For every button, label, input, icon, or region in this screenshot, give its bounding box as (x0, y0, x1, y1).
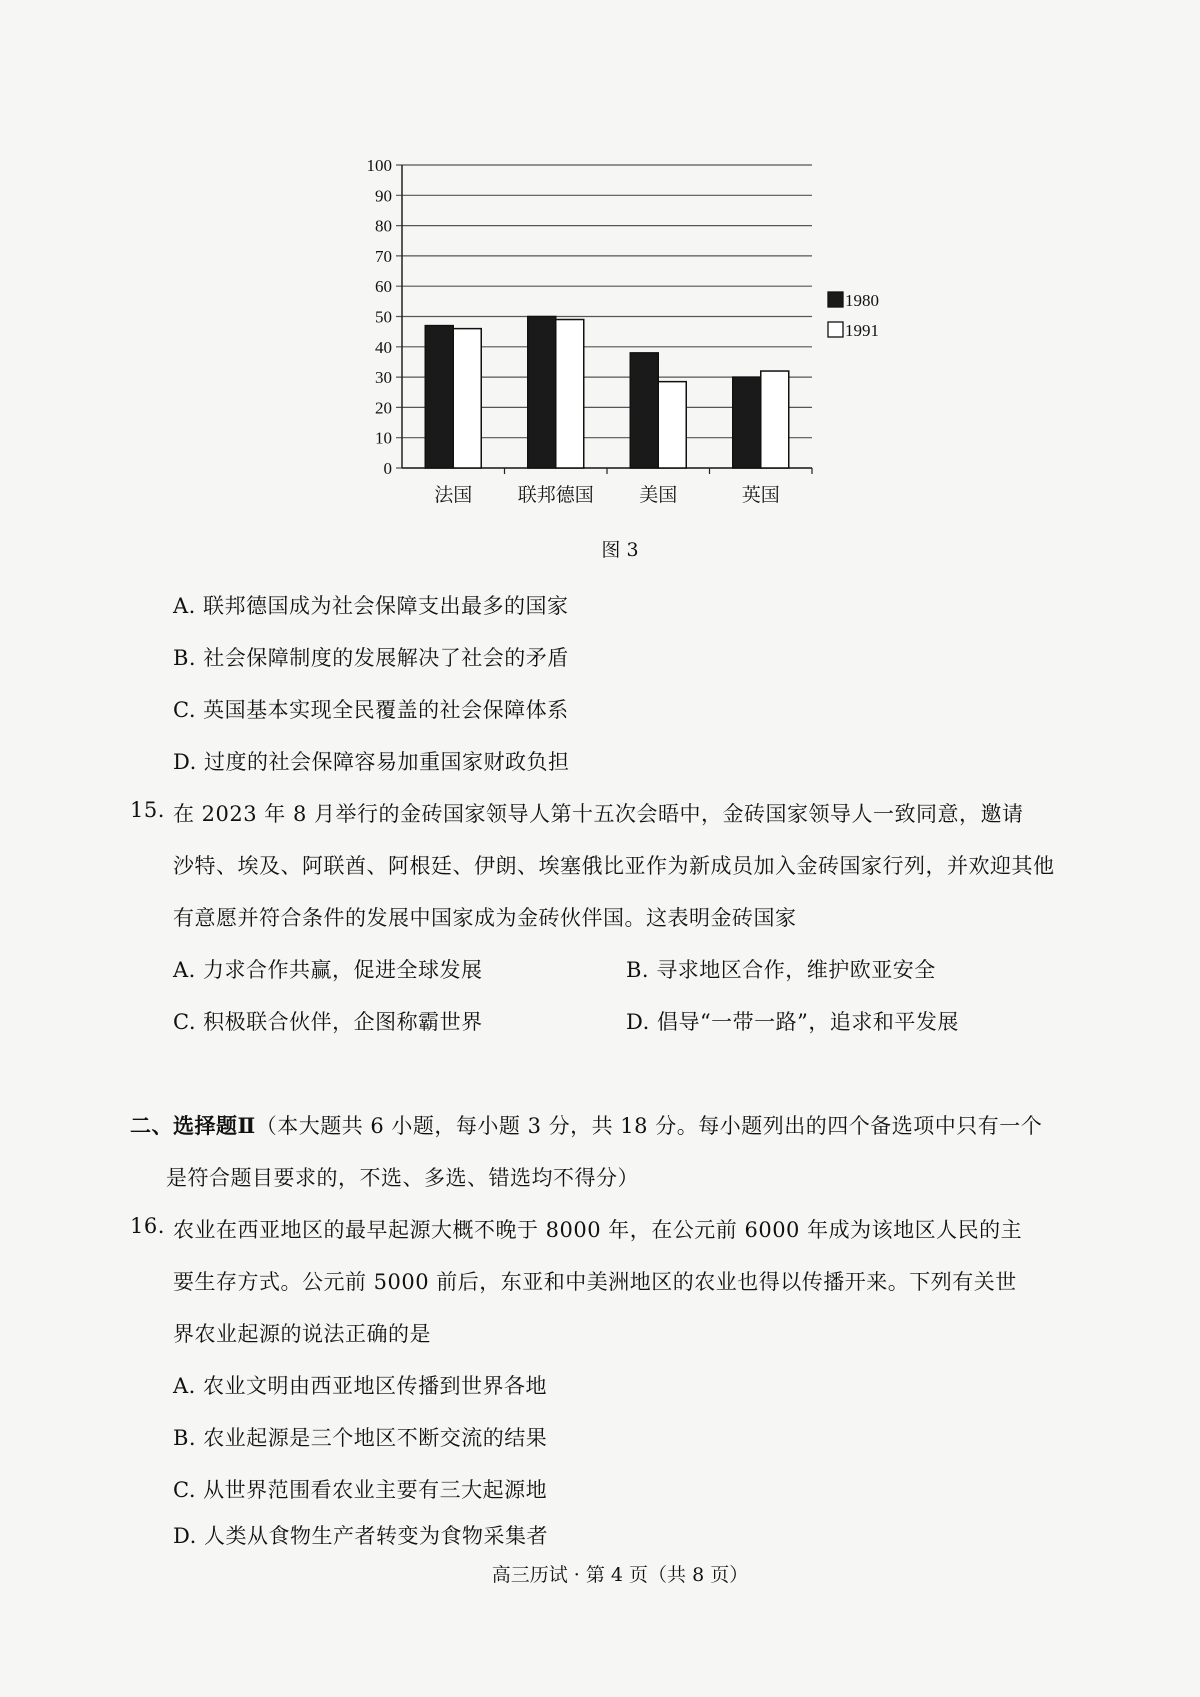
y-tick-label: 60 (375, 277, 392, 297)
bar-1980-2 (630, 353, 658, 468)
y-tick-label: 90 (375, 186, 392, 206)
y-tick-label: 100 (366, 156, 392, 175)
legend-swatch-1980 (828, 292, 843, 307)
bar-1991-2 (658, 382, 686, 468)
q15-option-d: D. 倡导“一带一路”，追求和平发展 (626, 1010, 959, 1034)
y-tick-label: 80 (375, 216, 392, 236)
section-2-title: 二、选择题Ⅱ (130, 1113, 256, 1138)
bar-1991-0 (453, 329, 481, 468)
q15-option-c: C. 积极联合伙伴，企图称霸世界 (173, 1010, 483, 1034)
x-category-label: 英国 (741, 485, 780, 506)
y-tick-label: 30 (375, 368, 392, 388)
y-tick-label: 70 (375, 246, 392, 266)
q15-text-line-1: 在 2023 年 8 月举行的金砖国家领导人第十五次会晤中，金砖国家领导人一致同意，邀请 (173, 802, 1024, 826)
q14-option-b: B. 社会保障制度的发展解决了社会的矛盾 (173, 646, 569, 670)
y-tick-label: 0 (383, 459, 392, 478)
y-tick-label: 20 (375, 398, 392, 418)
q15-option-a: A. 力求合作共赢，促进全球发展 (173, 958, 483, 982)
legend-label-1991: 1991 (845, 321, 879, 340)
bar-1991-1 (556, 320, 584, 468)
section-2-heading (130, 1110, 1042, 1140)
q16-text-line-3: 界农业起源的说法正确的是 (173, 1322, 431, 1346)
x-category-label: 联邦德国 (517, 485, 594, 506)
y-tick-label: 10 (375, 428, 392, 448)
y-tick-label: 50 (375, 307, 392, 327)
q15-text-line-2: 沙特、埃及、阿联酋、阿根廷、伊朗、埃塞俄比亚作为新成员加入金砖国家行列，并欢迎其他 (173, 854, 1055, 878)
page-footer: 高三历试 · 第 4 页（共 8 页） (491, 1564, 749, 1586)
q14-option-d: D. 过度的社会保障容易加重国家财政负担 (173, 750, 570, 774)
x-category-label: 美国 (639, 485, 678, 506)
q15-option-b: B. 寻求地区合作，维护欧亚安全 (626, 958, 936, 982)
bar-chart (340, 150, 900, 530)
x-category-label: 法国 (434, 485, 473, 506)
section-2-instructions-1: （本大题共 6 小题，每小题 3 分，共 18 分。每小题列出的四个备选项中只有一个 (255, 1114, 1043, 1138)
bar-1980-0 (425, 326, 453, 468)
q16-text-line-1: 农业在西亚地区的最早起源大概不晚于 8000 年，在公元前 6000 年成为该地区人民的主 (173, 1218, 1023, 1242)
q16-text-line-2: 要生存方式。公元前 5000 前后，东亚和中美洲地区的农业也得以传播开来。下列有关世 (173, 1270, 1017, 1294)
bar-1980-3 (733, 377, 761, 468)
q16-option-d: D. 人类从食物生产者转变为食物采集者 (173, 1524, 548, 1548)
q15-number: 15. (130, 798, 165, 822)
q16-option-b: B. 农业起源是三个地区不断交流的结果 (173, 1426, 548, 1450)
legend-swatch-1991 (828, 322, 843, 337)
q15-text-line-3: 有意愿并符合条件的发展中国家成为金砖伙伴国。这表明金砖国家 (173, 906, 797, 930)
q16-option-c: C. 从世界范围看农业主要有三大起源地 (173, 1478, 548, 1502)
q16-option-a: A. 农业文明由西亚地区传播到世界各地 (173, 1374, 548, 1398)
section-2-instructions-2: 是符合题目要求的，不选、多选、错选均不得分） (166, 1166, 639, 1190)
q14-option-c: C. 英国基本实现全民覆盖的社会保障体系 (173, 698, 569, 722)
q16-number: 16. (130, 1214, 165, 1238)
bar-chart-svg (340, 150, 900, 530)
bar-1980-1 (528, 317, 556, 469)
y-tick-label: 40 (375, 337, 392, 357)
bar-1991-3 (761, 371, 789, 468)
q14-option-a: A. 联邦德国成为社会保障支出最多的国家 (173, 594, 569, 618)
legend-label-1980: 1980 (845, 291, 879, 310)
figure-caption: 图 3 (601, 539, 639, 561)
